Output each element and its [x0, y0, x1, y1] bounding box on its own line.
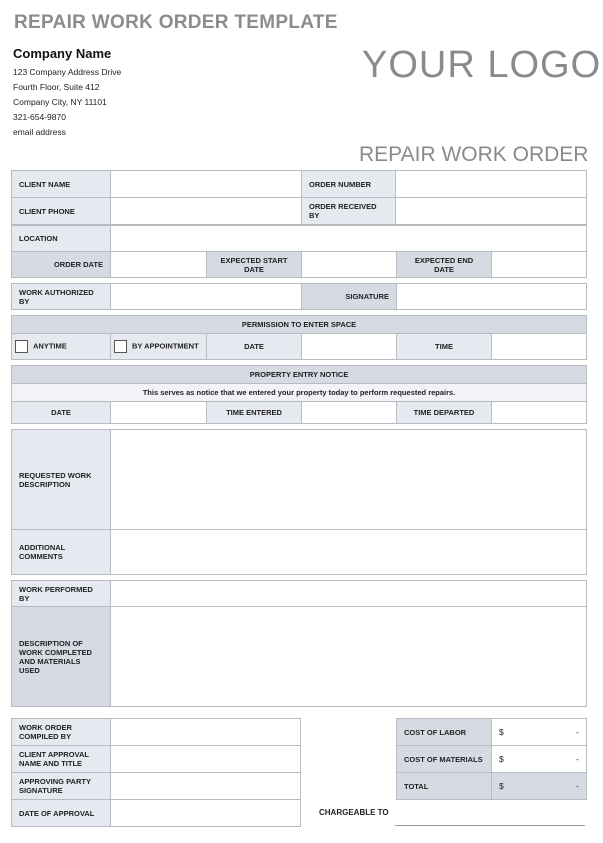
client-phone-field[interactable] [111, 198, 302, 225]
company-phone: 321-654-9870 [13, 112, 66, 122]
by-appointment-option[interactable] [111, 334, 207, 360]
company-address-line3: Company City, NY 11101 [13, 97, 107, 107]
client-phone-label: CLIENT PHONE [12, 198, 111, 225]
location-table [11, 225, 587, 252]
work-performed-table [11, 580, 587, 707]
materials-amount: - [576, 754, 579, 764]
work-performed-by-label: WORK PERFORMED BY [12, 581, 111, 607]
order-received-by-label: ORDER RECEIVED BY [302, 198, 396, 225]
additional-comments-label: ADDITIONAL COMMENTS [12, 530, 111, 575]
date-of-approval-field[interactable] [111, 800, 301, 827]
signature-label: SIGNATURE [302, 284, 397, 310]
location-field[interactable] [111, 226, 587, 252]
document-title: REPAIR WORK ORDER [359, 143, 589, 166]
requested-work-table [11, 429, 587, 575]
compiled-by-field[interactable] [111, 719, 301, 746]
additional-comments-field[interactable] [111, 530, 587, 575]
entry-notice-header: PROPERTY ENTRY NOTICE [12, 366, 587, 384]
location-label: LOCATION [12, 226, 111, 252]
company-address-line2: Fourth Floor, Suite 412 [13, 82, 100, 92]
company-name: Company Name [13, 46, 112, 61]
client-info-table [11, 170, 587, 225]
by-appointment-label: BY APPOINTMENT [132, 341, 199, 351]
order-date-field[interactable] [111, 252, 207, 278]
work-performed-by-field[interactable] [111, 581, 587, 607]
permission-date-field[interactable] [302, 334, 397, 360]
work-completed-field[interactable] [111, 607, 587, 707]
expected-end-date-label: EXPECTED END DATE [397, 252, 492, 278]
cost-of-materials-label: COST OF MATERIALS [397, 746, 492, 773]
approving-signature-label: APPROVING PARTY SIGNATURE [12, 773, 111, 800]
entry-notice-text: This serves as notice that we entered your property today to perform requested repairs. [12, 384, 587, 402]
client-approval-label: CLIENT APPROVAL NAME AND TITLE [12, 746, 111, 773]
time-departed-field[interactable] [492, 402, 587, 424]
order-number-field[interactable] [396, 171, 587, 198]
labor-amount: - [576, 727, 579, 737]
costs-table [396, 718, 587, 800]
cost-of-materials-field[interactable] [492, 746, 587, 773]
compiled-by-label: WORK ORDER COMPILED BY [12, 719, 111, 746]
requested-work-field[interactable] [111, 430, 587, 530]
company-email: email address [13, 127, 66, 137]
client-name-label: CLIENT NAME [12, 171, 111, 198]
approving-signature-field[interactable] [111, 773, 301, 800]
time-entered-field[interactable] [302, 402, 397, 424]
signature-field[interactable] [397, 284, 587, 310]
expected-end-date-field[interactable] [492, 252, 587, 278]
total-amount: - [576, 781, 579, 791]
anytime-checkbox[interactable] [15, 340, 28, 353]
order-number-label: ORDER NUMBER [302, 171, 396, 198]
total-field[interactable] [492, 773, 587, 800]
approval-table [11, 718, 301, 827]
permission-header: PERMISSION TO ENTER SPACE [12, 316, 587, 334]
permission-time-field[interactable] [492, 334, 587, 360]
labor-currency: $ [499, 727, 504, 737]
materials-currency: $ [499, 754, 504, 764]
work-completed-label: DESCRIPTION OF WORK COMPLETED AND MATERIALS USED [12, 607, 111, 707]
client-approval-field[interactable] [111, 746, 301, 773]
permission-date-label: DATE [207, 334, 302, 360]
permission-table [11, 315, 587, 360]
authorization-table [11, 283, 587, 310]
requested-work-label: REQUESTED WORK DESCRIPTION [12, 430, 111, 530]
order-received-by-field[interactable] [396, 198, 587, 225]
anytime-option[interactable] [12, 334, 111, 360]
cost-of-labor-field[interactable] [492, 719, 587, 746]
order-date-label: ORDER DATE [12, 252, 111, 278]
permission-time-label: TIME [397, 334, 492, 360]
company-address-line1: 123 Company Address Drive [13, 67, 122, 77]
cost-of-labor-label: COST OF LABOR [397, 719, 492, 746]
date-of-approval-label: DATE OF APPROVAL [12, 800, 111, 827]
entry-date-label: DATE [12, 402, 111, 424]
template-title: REPAIR WORK ORDER TEMPLATE [14, 12, 338, 33]
expected-start-date-field[interactable] [302, 252, 397, 278]
work-authorized-by-field[interactable] [111, 284, 302, 310]
total-currency: $ [499, 781, 504, 791]
time-entered-label: TIME ENTERED [207, 402, 302, 424]
anytime-label: ANYTIME [33, 341, 67, 351]
entry-date-field[interactable] [111, 402, 207, 424]
entry-notice-table [11, 365, 587, 424]
client-name-field[interactable] [111, 171, 302, 198]
by-appointment-checkbox[interactable] [114, 340, 127, 353]
time-departed-label: TIME DEPARTED [397, 402, 492, 424]
dates-table [11, 251, 587, 278]
work-authorized-by-label: WORK AUTHORIZED BY [12, 284, 111, 310]
chargeable-to-label: CHARGEABLE TO [319, 808, 389, 817]
expected-start-date-label: EXPECTED START DATE [207, 252, 302, 278]
logo-placeholder: YOUR LOGO [362, 44, 602, 86]
total-label: TOTAL [397, 773, 492, 800]
chargeable-to-field[interactable] [395, 825, 585, 826]
